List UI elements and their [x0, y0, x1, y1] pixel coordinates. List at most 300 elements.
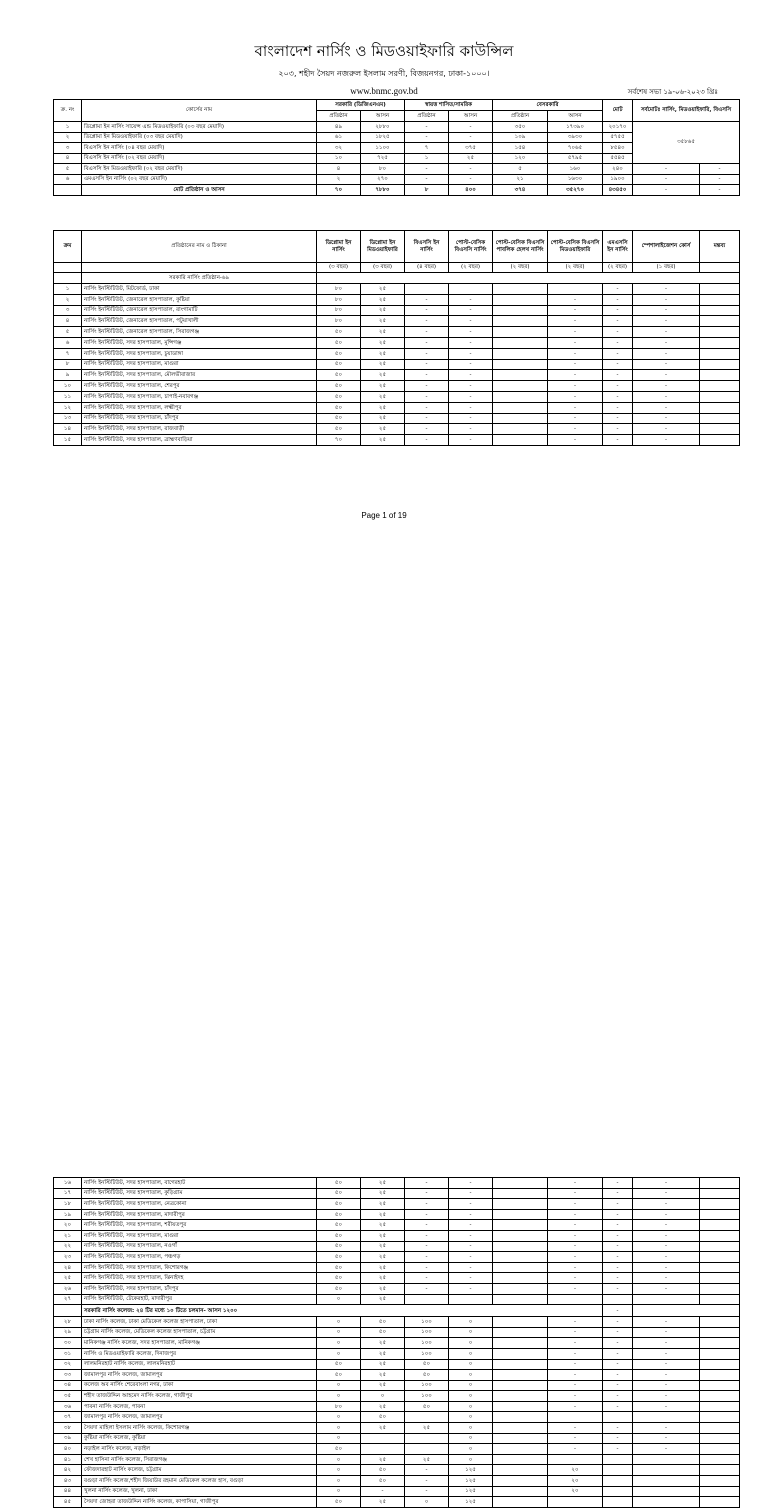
- seat-value: ৫০: [317, 1273, 361, 1284]
- seat-value: -: [548, 316, 603, 327]
- seat-value: [603, 1465, 633, 1476]
- seat-value: -: [405, 1283, 449, 1294]
- seat-value: -: [603, 1199, 633, 1210]
- value-cell: ১০৯: [493, 132, 548, 143]
- seat-value: -: [449, 1273, 493, 1284]
- seat-value: ০: [405, 1497, 449, 1508]
- value-cell: ১৫৪: [493, 143, 548, 154]
- seat-value: [700, 1199, 740, 1210]
- seat-value: ৫০: [317, 1199, 361, 1210]
- table-row: [54, 1199, 740, 1210]
- seat-value: -: [633, 1433, 700, 1444]
- seat-value: [700, 348, 740, 359]
- row-serial: ৩৩: [54, 1370, 82, 1381]
- duration: (৩ বছর): [361, 263, 405, 273]
- row-serial: ২৭: [54, 1294, 82, 1305]
- seat-value: [493, 413, 548, 424]
- seat-value: -: [548, 413, 603, 424]
- seat-value: ১২৫: [449, 1486, 493, 1497]
- seat-value: [700, 1401, 740, 1412]
- col-grand-total: সর্বমোটঃ নার্সিং, মিডওয়াইফারি, বিএসসি: [633, 100, 740, 122]
- seat-value: -: [548, 1262, 603, 1273]
- table-row: [54, 1262, 740, 1273]
- seat-value: -: [633, 1338, 700, 1349]
- institution-name: কুষ্টিয়া নার্সিং কলেজ, কুষ্টিয়া: [82, 1433, 317, 1444]
- seat-value: -: [548, 1220, 603, 1231]
- col-govt: সরকারি (ডিজিএনএম): [317, 100, 405, 111]
- table-row: [54, 1444, 740, 1455]
- sub-seat: আসন: [361, 111, 405, 122]
- seat-value: -: [603, 359, 633, 370]
- institution-name: নার্সিং ইনস্টিটিউট, সদর হাসপাতাল, লক্ষ্মীপুর: [82, 402, 317, 413]
- seat-value: ২৫: [361, 402, 405, 413]
- institution-name: নার্সিং ইনস্টিটিউট, জেনারেল হাসপাতাল, সিরাজগঞ্জ: [82, 327, 317, 338]
- institution-name: চট্টগ্রাম নার্সিং কলেজ, মেডিকেল কলেজ হাসপাতাল, চট্টগ্রাম: [82, 1327, 317, 1338]
- seat-value: ১২৫: [449, 1497, 493, 1508]
- seat-value: ১০০: [405, 1380, 449, 1391]
- seat-value: [493, 294, 548, 305]
- seat-value: ২০: [548, 1486, 603, 1497]
- seat-value: -: [449, 402, 493, 413]
- row-serial: ৩০: [54, 1338, 82, 1349]
- seat-value: [700, 316, 740, 327]
- seat-value: -: [548, 1338, 603, 1349]
- table-row: [54, 1338, 740, 1349]
- seat-value: -: [603, 294, 633, 305]
- seat-value: [700, 1273, 740, 1284]
- seat-value: [493, 1188, 548, 1199]
- seat-value: -: [603, 284, 633, 295]
- seat-value: -: [548, 391, 603, 402]
- value-cell: ২৪০: [603, 164, 633, 175]
- seat-value: ২৫: [361, 305, 405, 316]
- duration: (৩ বছর): [317, 263, 361, 273]
- summary-row: [54, 174, 740, 185]
- seat-value: -: [603, 1220, 633, 1231]
- seat-value: -: [603, 1178, 633, 1189]
- col-diploma-midwifery: ডিপ্লোমা ইন মিডওয়াইফারি: [361, 231, 405, 263]
- col-post-basic-public-health: পোস্ট-বেসিক বিএসসি পাবলিক হেলথ নার্সিং: [493, 231, 548, 263]
- value-cell: ৭০৬৫: [548, 143, 603, 154]
- seat-value: -: [449, 359, 493, 370]
- value-cell: ৪৯: [317, 122, 361, 133]
- seat-value: [700, 1294, 740, 1305]
- row-serial: ৩২: [54, 1359, 82, 1370]
- seat-value: [700, 402, 740, 413]
- seat-value: [700, 1391, 740, 1402]
- institution-name: ফৌজদারহাট নার্সিং কলেজ, চট্টগ্রাম: [82, 1465, 317, 1476]
- value-cell: ৫৫৪৫: [603, 153, 633, 164]
- seat-value: [700, 1327, 740, 1338]
- row-serial: ২২: [54, 1241, 82, 1252]
- seat-value: -: [633, 1178, 700, 1189]
- table-row: [54, 1454, 740, 1465]
- seat-value: ৮০: [317, 284, 361, 295]
- table-row: [54, 327, 740, 338]
- seat-value: [493, 316, 548, 327]
- row-serial: ৪২: [54, 1465, 82, 1476]
- total-value: ৮: [405, 185, 449, 196]
- seat-value: -: [633, 1327, 700, 1338]
- seat-value: -: [405, 1465, 449, 1476]
- value-cell: ৩৫০: [493, 122, 548, 133]
- institution-name: নার্সিং ইনস্টিটিউট, সদর হাসপাতাল, ঝিনাইদহ: [82, 1273, 317, 1284]
- seat-value: ১২৫: [449, 1476, 493, 1487]
- sub-inst: প্রতিষ্ঠান: [317, 111, 361, 122]
- seat-value: [493, 1348, 548, 1359]
- seat-value: ০: [317, 1317, 361, 1328]
- seat-value: -: [548, 1401, 603, 1412]
- seat-value: ৫০: [317, 1220, 361, 1231]
- seat-value: [493, 1273, 548, 1284]
- seat-value: -: [548, 381, 603, 392]
- seat-value: ১২৫: [449, 1465, 493, 1476]
- seat-value: [700, 1412, 740, 1423]
- seat-value: -: [449, 1283, 493, 1294]
- seat-value: -: [633, 402, 700, 413]
- value-cell: -: [449, 174, 493, 185]
- table-row: [54, 1252, 740, 1263]
- seat-value: ৫০: [361, 1317, 405, 1328]
- seat-value: -: [633, 1241, 700, 1252]
- institution-name: লালমনিরহাট নার্সিং কলেজ, লালমনিরহাট: [82, 1359, 317, 1370]
- table-row: [54, 1370, 740, 1381]
- seat-value: [700, 370, 740, 381]
- seat-value: -: [405, 1252, 449, 1263]
- seat-value: -: [603, 1423, 633, 1434]
- seat-value: [633, 1465, 700, 1476]
- value-cell: ১০: [317, 153, 361, 164]
- col-diploma-nursing: ডিপ্লোমা ইন নার্সিং: [317, 231, 361, 263]
- seat-value: -: [449, 370, 493, 381]
- value-cell: ১: [405, 153, 449, 164]
- row-serial: ২: [54, 294, 82, 305]
- seat-value: ০: [317, 1423, 361, 1434]
- value-cell: ১৭৩৯০: [548, 122, 603, 133]
- seat-value: -: [633, 348, 700, 359]
- seat-value: -: [405, 1486, 449, 1497]
- seat-value: [361, 1433, 405, 1444]
- seat-value: ৫০: [317, 327, 361, 338]
- seat-value: -: [603, 337, 633, 348]
- seat-value: [493, 1391, 548, 1402]
- seat-value: -: [603, 327, 633, 338]
- seat-value: -: [449, 305, 493, 316]
- summary-table: [53, 99, 740, 196]
- sub-seat: আসন: [548, 111, 603, 122]
- seat-value: -: [449, 391, 493, 402]
- table-row: [54, 1283, 740, 1294]
- value-cell: ৩২: [317, 143, 361, 154]
- seat-value: -: [548, 1359, 603, 1370]
- seat-value: ২৫: [361, 370, 405, 381]
- col-serial: ক্রম: [54, 231, 82, 263]
- seat-value: [493, 1178, 548, 1189]
- seat-value: -: [548, 1283, 603, 1294]
- seat-value: ২৫: [361, 1262, 405, 1273]
- row-serial: ৫: [54, 327, 82, 338]
- value-cell: ৮০: [361, 164, 405, 175]
- seat-value: -: [548, 370, 603, 381]
- duration: (৪ বছর): [405, 263, 449, 273]
- seat-value: ২৫: [361, 1359, 405, 1370]
- seat-value: -: [548, 1423, 603, 1434]
- institution-name: নার্সিং ইনস্টিটিউট, সদর হাসপাতাল, চাঁদপুর: [82, 1283, 317, 1294]
- seat-value: -: [449, 1199, 493, 1210]
- seat-value: ৫০: [317, 1178, 361, 1189]
- seat-value: -: [449, 316, 493, 327]
- col-msc-nursing: এমএসসি ইন নার্সিং: [603, 231, 633, 263]
- institution-table-continued: [53, 1177, 740, 1508]
- page-number: Page 1 of 19: [361, 511, 407, 520]
- seat-value: [493, 1401, 548, 1412]
- seat-value: ৮০: [317, 305, 361, 316]
- seat-value: [603, 1454, 633, 1465]
- seat-value: -: [633, 305, 700, 316]
- seat-value: [633, 1412, 700, 1423]
- seat-value: [405, 1444, 449, 1455]
- seat-value: ২৫: [361, 284, 405, 295]
- table-row: [54, 1412, 740, 1423]
- course-name: বিএসসি ইন মিডওয়াইফারি (০২ বছর মেয়াদি): [82, 164, 317, 175]
- seat-value: -: [449, 1220, 493, 1231]
- seat-value: -: [548, 1433, 603, 1444]
- seat-value: [493, 1497, 548, 1508]
- row-serial: ৪১: [54, 1454, 82, 1465]
- seat-value: [633, 1476, 700, 1487]
- institution-name: কলেজ অব নার্সিং শেরেবাংলা নগর, ঢাকা: [82, 1380, 317, 1391]
- seat-value: ৫০: [317, 337, 361, 348]
- seat-value: ২৫: [361, 327, 405, 338]
- value-cell: ১২০: [493, 153, 548, 164]
- institution-name: নার্সিং ইনস্টিটিউট, সদর হাসপাতাল, চাপাই-নবাবগঞ্জ: [82, 391, 317, 402]
- seat-value: [493, 337, 548, 348]
- seat-value: -: [633, 381, 700, 392]
- total-value: ৩৫২৭০: [548, 185, 603, 196]
- row-serial: ৮: [54, 359, 82, 370]
- row-serial: ১৬: [54, 1178, 82, 1189]
- table-row: [54, 435, 740, 446]
- seat-value: [700, 1178, 740, 1189]
- seat-value: ৫০: [317, 1230, 361, 1241]
- seat-value: -: [603, 1433, 633, 1444]
- seat-value: [603, 1476, 633, 1487]
- seat-value: [493, 1327, 548, 1338]
- institution-name: নার্সিং ইনস্টিটিউট, সদর হাসপাতাল, মাগুরা: [82, 359, 317, 370]
- seat-value: -: [361, 1486, 405, 1497]
- seat-value: -: [603, 1252, 633, 1263]
- row-serial: ৯: [54, 370, 82, 381]
- seat-value: ৮০: [317, 294, 361, 305]
- col-bsc-nursing: বিএসসি ইন নার্সিং: [405, 231, 449, 263]
- seat-value: -: [548, 1348, 603, 1359]
- seat-value: -: [603, 381, 633, 392]
- institution-name: নার্সিং ইনস্টিটিউট, জেনারেল হাসপাতাল, পটুয়াখালী: [82, 316, 317, 327]
- seat-value: ৭০: [317, 435, 361, 446]
- row-serial: ২৮: [54, 1317, 82, 1328]
- seat-value: [493, 381, 548, 392]
- row-serial: ২১: [54, 1230, 82, 1241]
- seat-value: [700, 1230, 740, 1241]
- col-total: মোট: [603, 100, 633, 122]
- seat-value: -: [405, 1476, 449, 1487]
- seat-value: [700, 413, 740, 424]
- seat-value: -: [633, 1252, 700, 1263]
- institution-name: নার্সিং ইনস্টিটিউট, জেনারেল হাসপাতাল, কুষ্টিয়া: [82, 294, 317, 305]
- seat-value: -: [633, 1380, 700, 1391]
- seat-value: -: [548, 348, 603, 359]
- seat-value: [361, 1444, 405, 1455]
- row-serial: ১৮: [54, 1199, 82, 1210]
- seat-value: -: [633, 1283, 700, 1294]
- seat-value: [493, 1241, 548, 1252]
- seat-value: -: [603, 435, 633, 446]
- seat-value: ০: [449, 1327, 493, 1338]
- seat-value: ২৫: [361, 1401, 405, 1412]
- table-row: [54, 284, 740, 295]
- duration: (২ বছর): [449, 263, 493, 273]
- seat-value: ২৫: [361, 1294, 405, 1305]
- seat-value: ০: [317, 1327, 361, 1338]
- seat-value: [603, 1486, 633, 1497]
- seat-value: -: [405, 316, 449, 327]
- seat-value: -: [548, 1370, 603, 1381]
- value-cell: ৩৯৩০: [548, 132, 603, 143]
- institution-table: [53, 230, 740, 446]
- table-row: [54, 1433, 740, 1444]
- value-cell: ২১: [493, 174, 548, 185]
- seat-value: [493, 1230, 548, 1241]
- seat-value: -: [405, 413, 449, 424]
- total-value: ৩৭৪: [493, 185, 548, 196]
- seat-value: -: [633, 337, 700, 348]
- seat-value: -: [449, 294, 493, 305]
- row-serial: ৩৫: [54, 1391, 82, 1402]
- value-cell: ২০১৭০: [603, 122, 633, 133]
- col-post-basic-bsc: পোস্ট-বেসিক বিএসসি নার্সিং: [449, 231, 493, 263]
- seat-value: -: [548, 1380, 603, 1391]
- seat-value: ০: [317, 1391, 361, 1402]
- seat-value: -: [633, 1359, 700, 1370]
- seat-value: -: [449, 348, 493, 359]
- seat-value: -: [603, 413, 633, 424]
- section-heading-colleges: সরকারি নার্সিং কলেজ: ২৪ টির মধ্যে ১০ টিতে চলমান- আসন ১২০০: [82, 1305, 603, 1317]
- seat-value: -: [548, 1273, 603, 1284]
- seat-value: [700, 1338, 740, 1349]
- total-value: ৭৮৮০: [361, 185, 405, 196]
- value-cell: -: [449, 132, 493, 143]
- seat-value: [700, 1444, 740, 1455]
- seat-value: -: [603, 1401, 633, 1412]
- seat-value: [700, 1220, 740, 1231]
- page-gap: [0, 530, 768, 588]
- seat-value: [700, 305, 740, 316]
- table-row: [54, 337, 740, 348]
- col-course-name: কোর্সের নাম: [82, 100, 317, 122]
- seat-value: ০: [449, 1454, 493, 1465]
- row-serial: ৪৪: [54, 1486, 82, 1497]
- seat-value: [700, 391, 740, 402]
- seat-value: ২৫: [361, 1241, 405, 1252]
- seat-value: -: [449, 327, 493, 338]
- grand-total-value: -: [633, 164, 700, 175]
- seat-value: ০: [317, 1380, 361, 1391]
- seat-value: [405, 284, 449, 295]
- seat-value: -: [405, 370, 449, 381]
- seat-value: ২৫: [361, 1199, 405, 1210]
- seat-value: -: [449, 424, 493, 435]
- website-link[interactable]: www.bnmc.gov.bd: [350, 86, 418, 96]
- row-serial: ২৫: [54, 1273, 82, 1284]
- value-cell: ৩৭৫: [449, 143, 493, 154]
- seat-value: ০: [449, 1401, 493, 1412]
- table-row: [54, 294, 740, 305]
- seat-value: -: [603, 348, 633, 359]
- seat-value: [493, 402, 548, 413]
- value-cell: ২৮৮০: [361, 122, 405, 133]
- seat-value: ১০০: [405, 1317, 449, 1328]
- seat-value: ০: [449, 1433, 493, 1444]
- seat-value: -: [633, 284, 700, 295]
- seat-value: [700, 284, 740, 295]
- seat-value: -: [548, 337, 603, 348]
- seat-value: ১০০: [405, 1348, 449, 1359]
- seat-value: ০: [449, 1391, 493, 1402]
- seat-value: ২৫: [361, 359, 405, 370]
- seat-value: [493, 284, 548, 295]
- seat-value: [700, 1370, 740, 1381]
- seat-value: -: [603, 424, 633, 435]
- table-row: [54, 391, 740, 402]
- total-value: ৭০: [317, 185, 361, 196]
- seat-value: -: [405, 381, 449, 392]
- grand-total-value: -: [633, 185, 700, 196]
- seat-value: [548, 1497, 603, 1508]
- seat-value: -: [548, 424, 603, 435]
- seat-value: ২৫: [361, 1283, 405, 1294]
- seat-value: -: [633, 359, 700, 370]
- table-row: [54, 1401, 740, 1412]
- table-row: [54, 1178, 740, 1189]
- seat-value: ২৫: [361, 1252, 405, 1263]
- duration: (১ বছর): [633, 263, 700, 273]
- seat-value: -: [603, 1370, 633, 1381]
- document-page-2: [0, 588, 768, 1505]
- row-serial: ৬: [54, 174, 82, 185]
- seat-value: ০: [449, 1348, 493, 1359]
- seat-value: ২৫: [361, 1380, 405, 1391]
- table-row: [54, 1423, 740, 1434]
- seat-value: -: [405, 294, 449, 305]
- duration: (২ বছর): [493, 263, 548, 273]
- value-cell: -: [449, 164, 493, 175]
- seat-value: ৮০: [317, 1401, 361, 1412]
- seat-value: -: [405, 359, 449, 370]
- seat-value: ২৫: [361, 435, 405, 446]
- seat-value: ০: [449, 1444, 493, 1455]
- course-name: এমএসসি ইন নার্সিং (০২ বছর মেয়াদি): [82, 174, 317, 185]
- seat-value: [493, 1412, 548, 1423]
- row-serial: ১৩: [54, 413, 82, 424]
- seat-value: ১০০: [405, 1391, 449, 1402]
- duration: (২ বছর): [603, 263, 633, 273]
- institution-name: নার্সিং ইনস্টিটিউট, সদর হাসপাতাল, পঞ্চগড়: [82, 1252, 317, 1263]
- table-row: [54, 1317, 740, 1328]
- seat-value: -: [548, 1199, 603, 1210]
- seat-value: [633, 1486, 700, 1497]
- seat-value: ০: [317, 1476, 361, 1487]
- seat-value: [603, 1294, 633, 1305]
